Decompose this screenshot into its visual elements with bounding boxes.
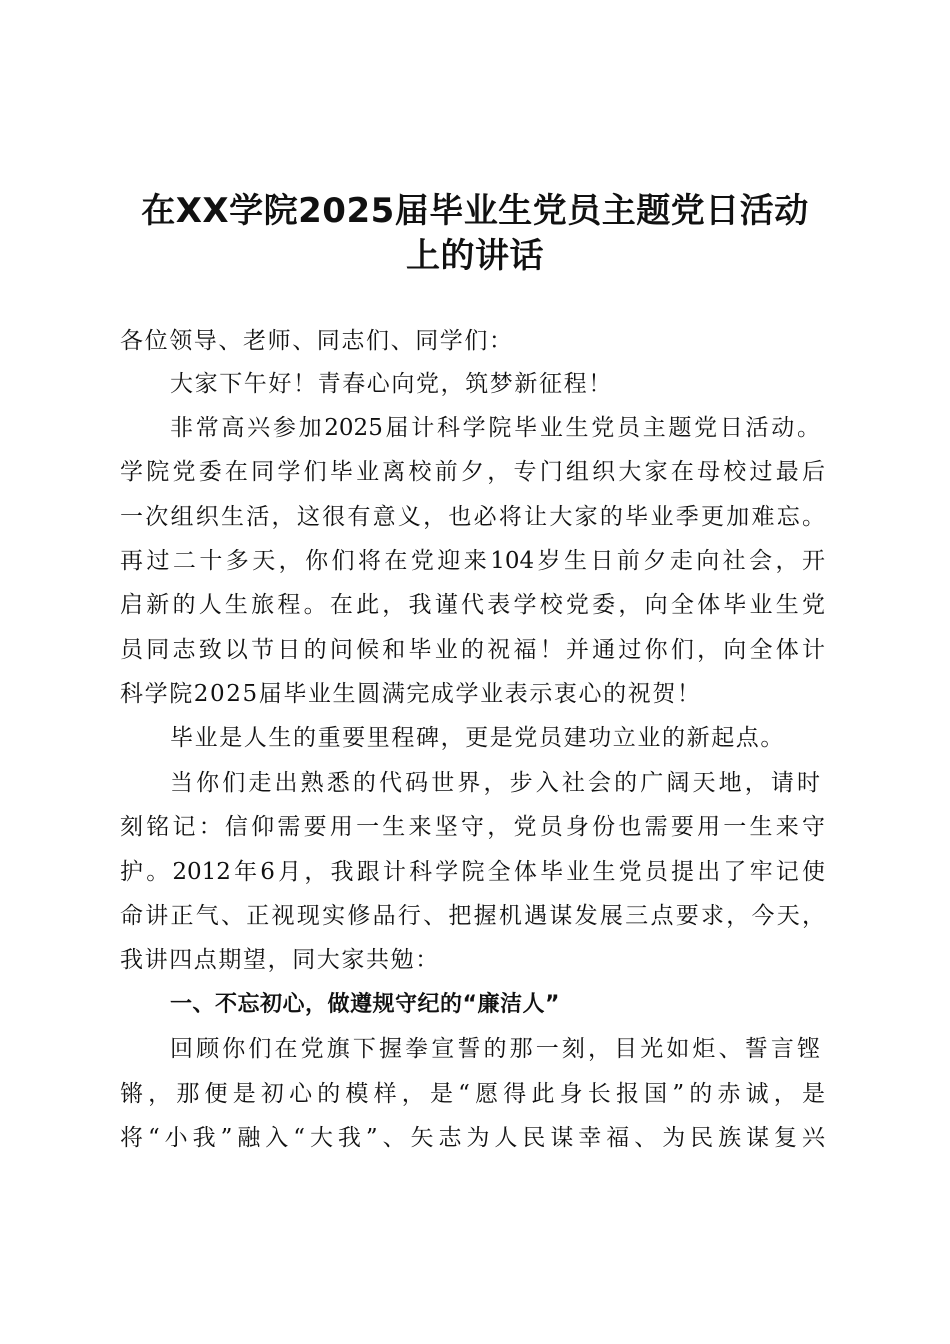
body-line: 员同志致以节日的问候和毕业的祝福！并通过你们，向全体计 [120,637,825,663]
body-line: 将“小我”融入“大我”、矢志为人民谋幸福、为民族谋复兴 [120,1125,825,1151]
document-title-line-1: 在XX学院2025届毕业生党员主题党日活动 [141,191,809,231]
body-line: 我讲四点期望，同大家共勉： [120,947,440,973]
salutation: 各位领导、老师、同志们、同学们： [120,328,514,354]
document-title-line-2: 上的讲话 [406,236,544,276]
greeting-line: 大家下午好！青春心向党，筑梦新征程！ [170,371,613,397]
body-line: 再过二十多天，你们将在党迎来104岁生日前夕走向社会，开 [120,548,825,574]
body-line: 一次组织生活，这很有意义，也必将让大家的毕业季更加难忘。 [120,504,825,530]
body-line: 学院党委在同学们毕业离校前夕，专门组织大家在母校过最后 [120,459,825,485]
body-line: 毕业是人生的重要里程碑，更是党员建功立业的新起点。 [170,725,785,751]
body-line: 锵，那便是初心的模样，是“愿得此身长报国”的赤诚，是 [120,1081,825,1107]
body-line: 护。2012年6月，我跟计科学院全体毕业生党员提出了牢记使 [120,859,825,885]
body-line: 回顾你们在党旗下握拳宣誓的那一刻，目光如炬、誓言铿 [170,1036,820,1062]
body-line: 当你们走出熟悉的代码世界，步入社会的广阔天地，请时 [170,770,820,796]
body-line: 科学院2025届毕业生圆满完成学业表示衷心的祝贺！ [120,681,702,707]
body-line: 刻铭记：信仰需要用一生来坚守，党员身份也需要用一生来守 [120,814,825,840]
body-line: 启新的人生旅程。在此，我谨代表学校党委，向全体毕业生党 [120,592,825,618]
section-heading: 一、不忘初心，做遵规守纪的“廉洁人” [170,992,560,1017]
body-line: 命讲正气、正视现实修品行、把握机遇谋发展三点要求，今天， [120,903,825,929]
body-line: 非常高兴参加2025届计科学院毕业生党员主题党日活动。 [170,415,820,441]
